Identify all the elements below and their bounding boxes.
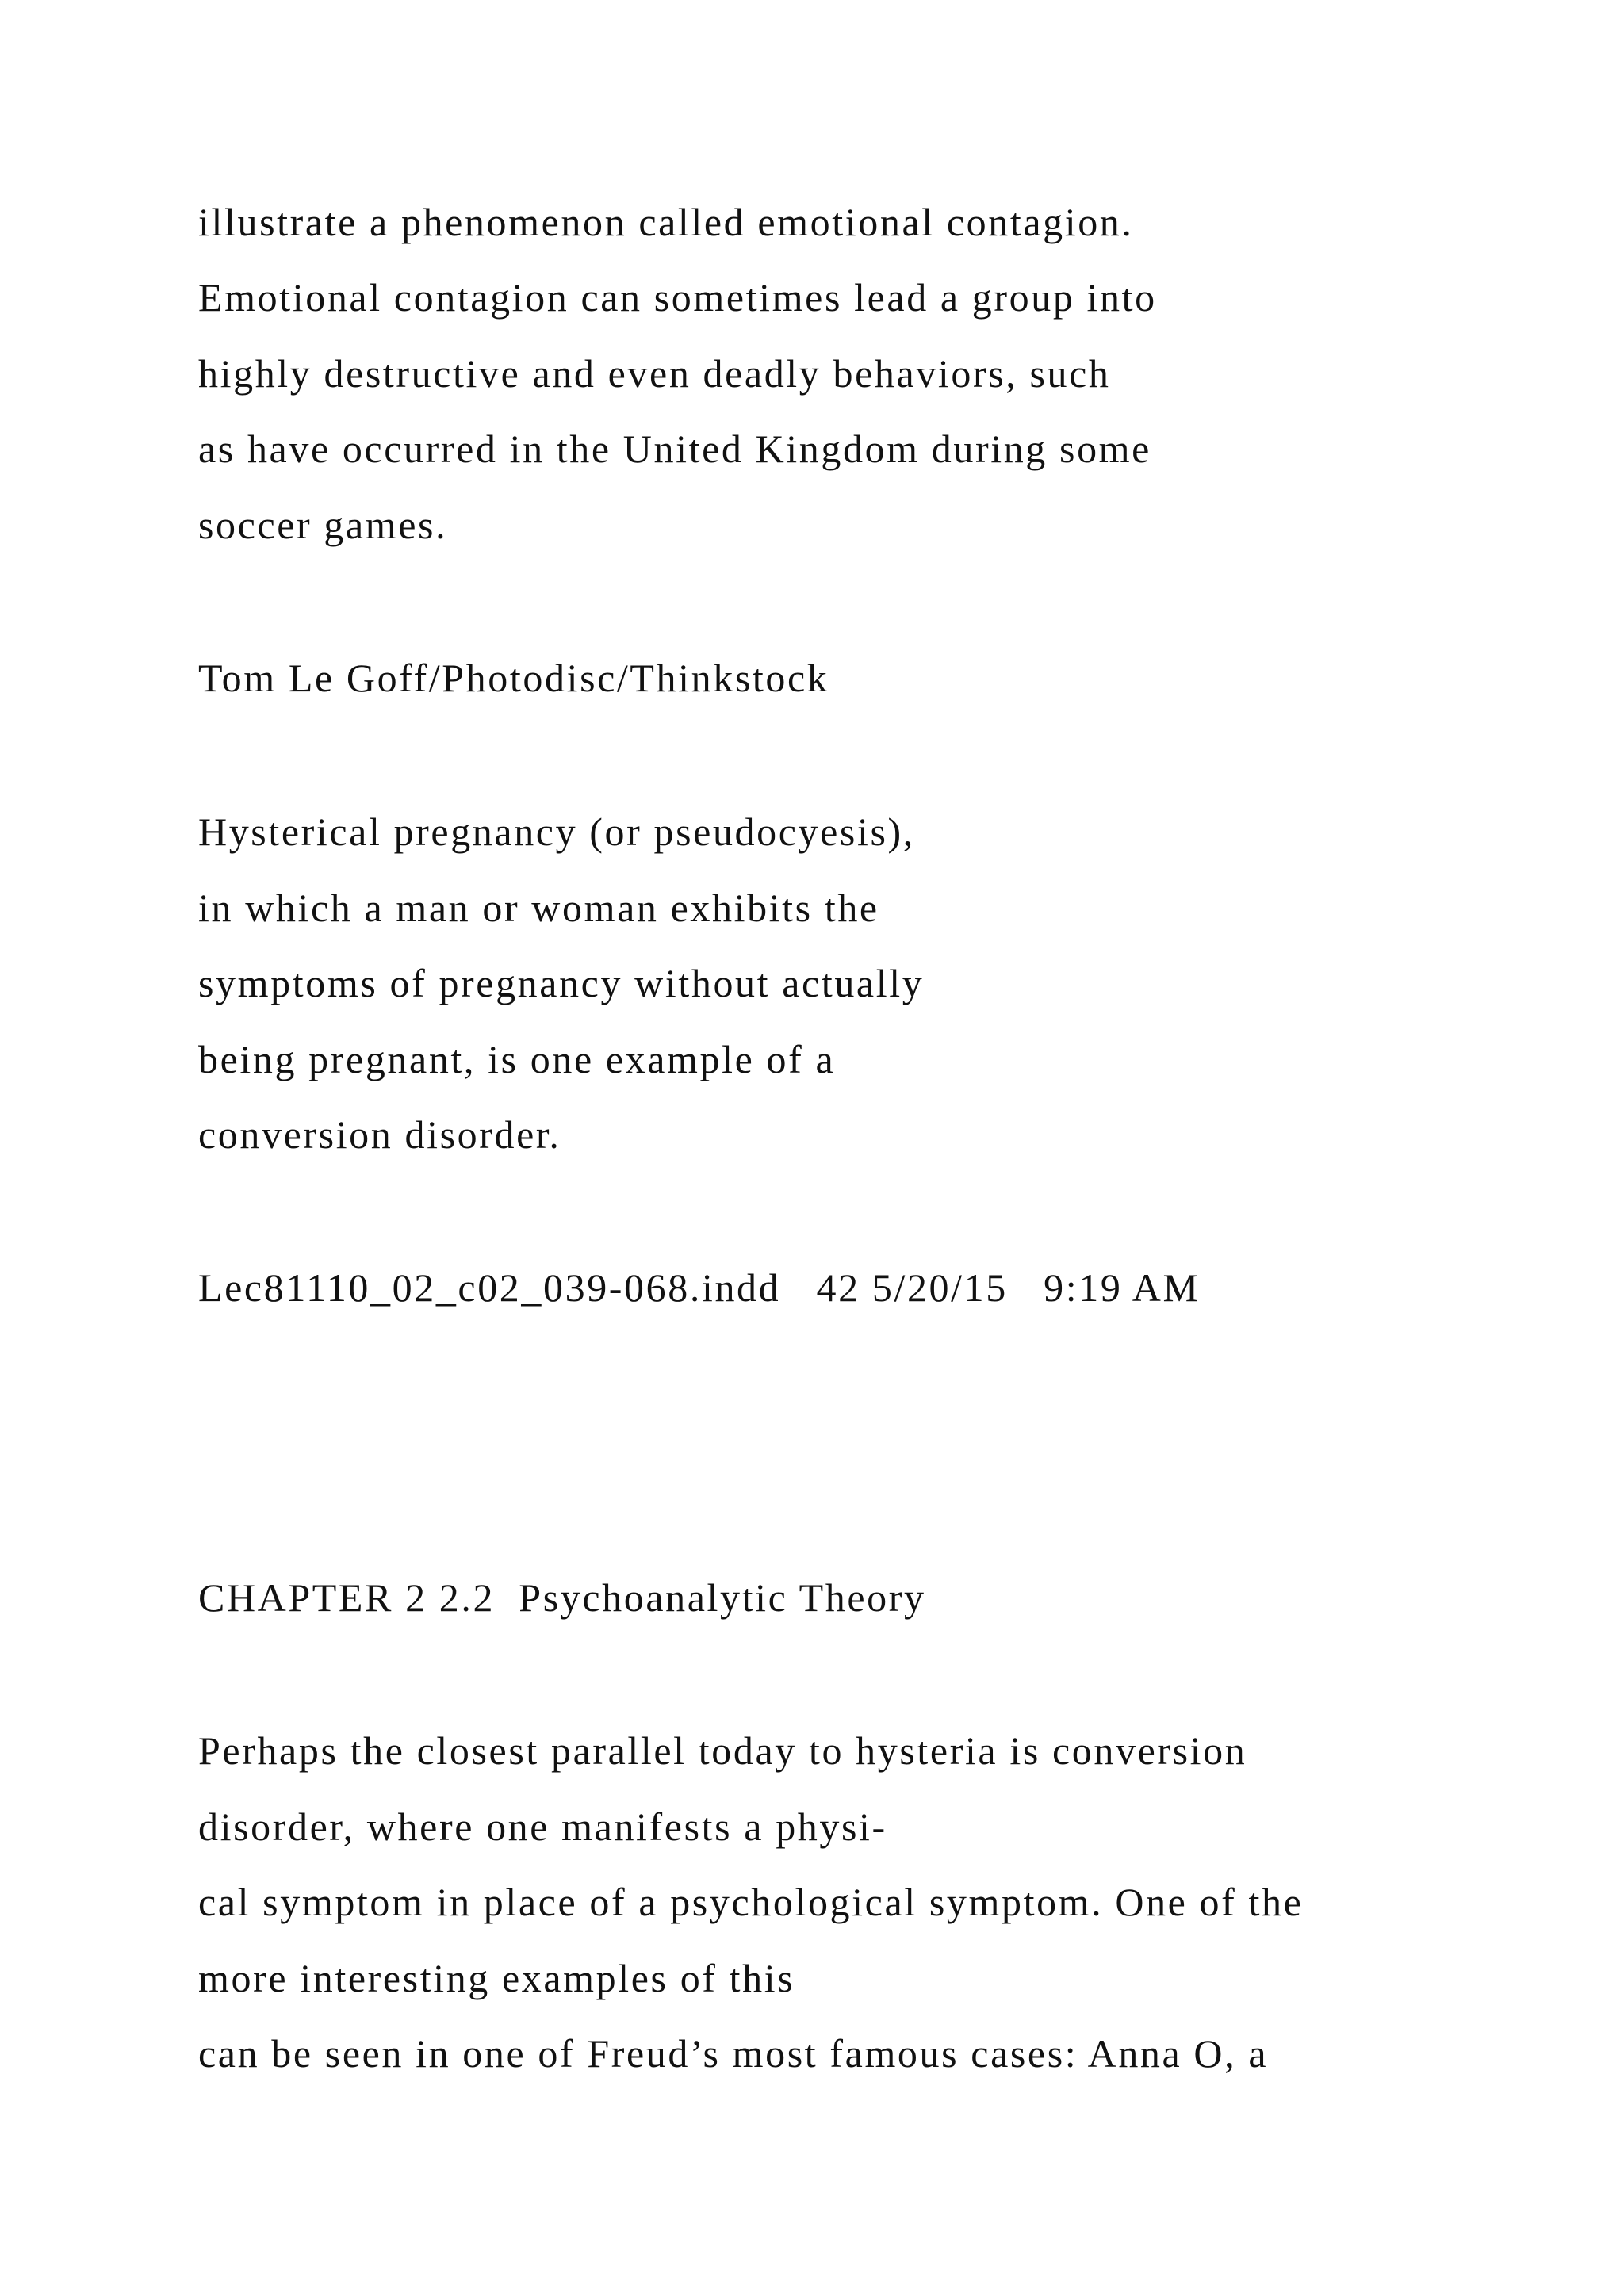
caption-line-5: soccer games. [198,503,448,547]
print-slug: Lec81110_02_c02_039-068.indd 42 5/20/15 9:19 AM [198,1265,1201,1310]
caption-line-4: as have occurred in the United Kingdom during some [198,427,1151,471]
sidebar-line-3: symptoms of pregnancy without actually [198,961,925,1005]
caption-line-2: Emotional contagion can sometimes lead a group into [198,275,1157,320]
sidebar-line-2: in which a man or woman exhibits the [198,886,879,930]
body-line-2: disorder, where one manifests a physi- [198,1804,887,1849]
sidebar-line-5: conversion disorder. [198,1112,561,1157]
body-line-1: Perhaps the closest parallel today to hysteria is conversion [198,1728,1247,1773]
body-line-3: cal symptom in place of a psychological symptom. One of the [198,1880,1304,1924]
caption-line-3: highly destructive and even deadly behaviors, such [198,351,1111,396]
caption-line-1: illustrate a phenomenon called emotional contagion. [198,200,1134,244]
sidebar-line-4: being pregnant, is one example of a [198,1037,836,1081]
body-line-5: can be seen in one of Freud’s most famous cases: Anna O, a [198,2031,1269,2076]
photo-credit: Tom Le Goff/Photodisc/Thinkstock [198,656,829,700]
sidebar-line-1: Hysterical pregnancy (or pseudocyesis), [198,809,915,854]
running-header: CHAPTER 2 2.2 Psychoanalytic Theory [198,1575,926,1620]
body-line-4: more interesting examples of this [198,1956,795,2000]
